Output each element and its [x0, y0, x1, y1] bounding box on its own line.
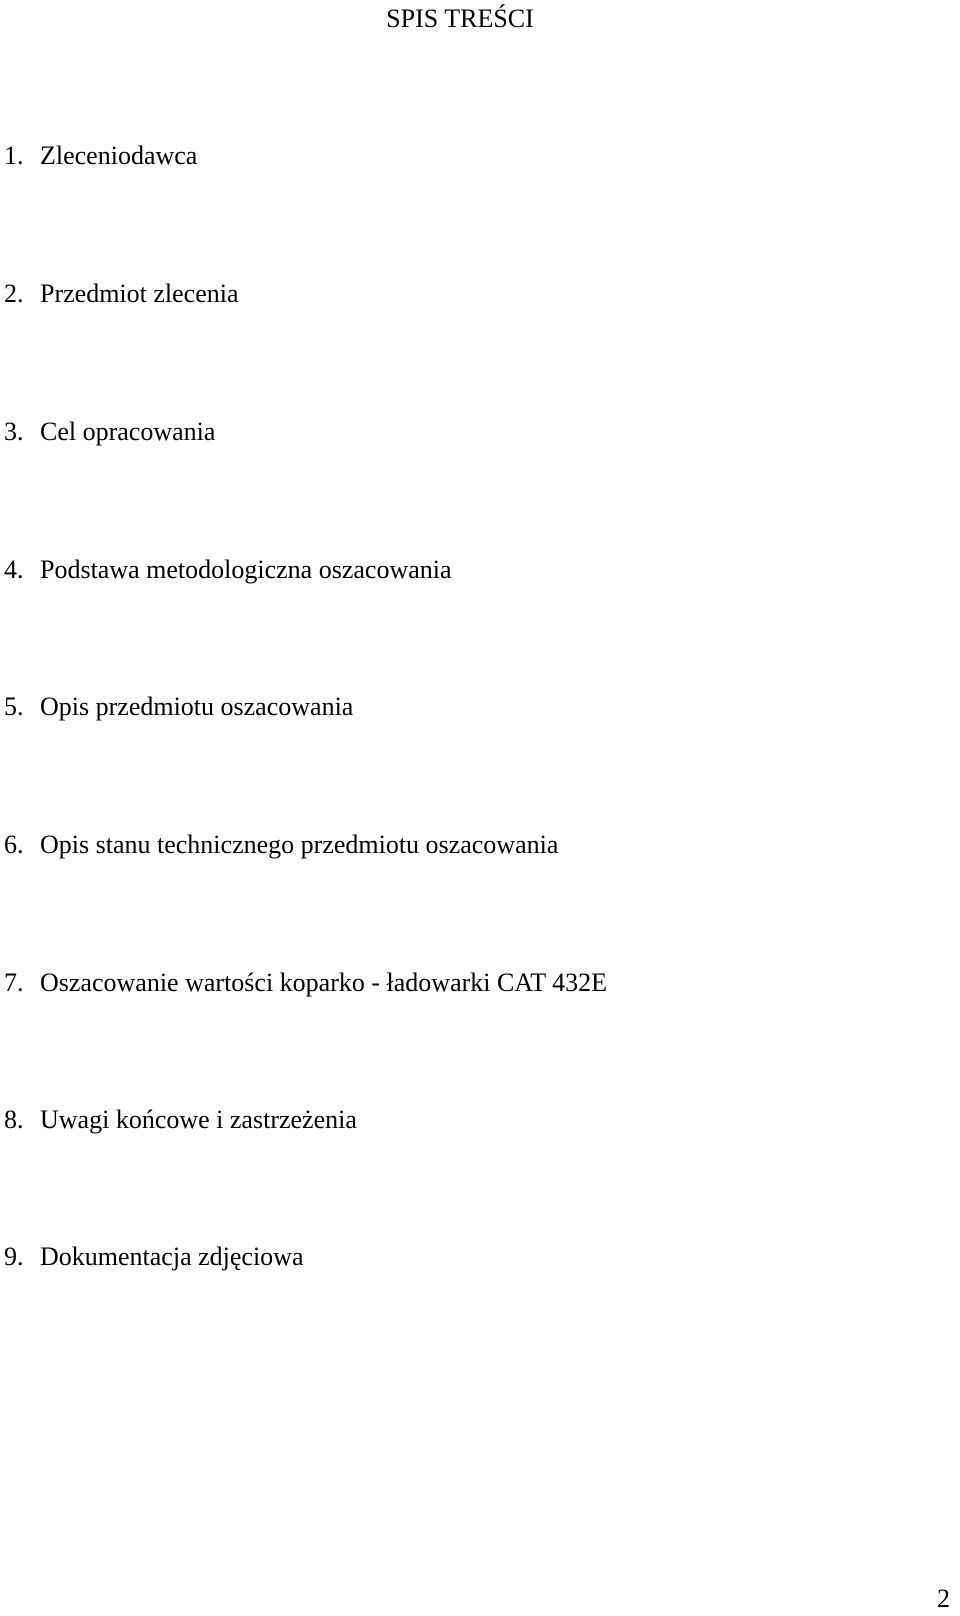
toc-item-label: Opis przedmiotu oszacowania [40, 692, 354, 721]
toc-item [4, 277, 239, 311]
toc-item [4, 1240, 304, 1274]
toc-item [4, 690, 353, 724]
toc-item-number: 8. [4, 1105, 24, 1134]
toc-item-label: Opis stanu technicznego przedmiotu oszacowania [40, 830, 559, 859]
toc-item-number: 4. [4, 555, 24, 584]
toc-item-label: Dokumentacja zdjęciowa [40, 1242, 304, 1271]
toc-item [4, 415, 215, 449]
toc-item-number: 1. [4, 141, 24, 170]
toc-item [4, 553, 452, 587]
toc-item-label: Uwagi końcowe i zastrzeżenia [40, 1105, 357, 1134]
toc-item-label: Przedmiot zlecenia [40, 279, 239, 308]
toc-item [4, 828, 558, 862]
page-number: 2 [937, 1584, 950, 1613]
toc-item-label: Zleceniodawca [40, 141, 198, 170]
toc-item-number: 3. [4, 417, 24, 446]
toc-item-number: 5. [4, 692, 24, 721]
toc-item [4, 966, 607, 1000]
toc-item-number: 6. [4, 830, 24, 859]
toc-item-label: Cel opracowania [40, 417, 216, 446]
toc-item-number: 2. [4, 279, 24, 308]
page-title: SPIS TREŚCI [386, 4, 534, 33]
toc-item [4, 1103, 357, 1137]
toc-item [4, 139, 197, 173]
toc-item-label: Oszacowanie wartości koparko - ładowarki CAT 432E [40, 968, 608, 997]
toc-item-label: Podstawa metodologiczna oszacowania [40, 555, 452, 584]
toc-item-number: 7. [4, 968, 24, 997]
toc-item-number: 9. [4, 1242, 24, 1271]
